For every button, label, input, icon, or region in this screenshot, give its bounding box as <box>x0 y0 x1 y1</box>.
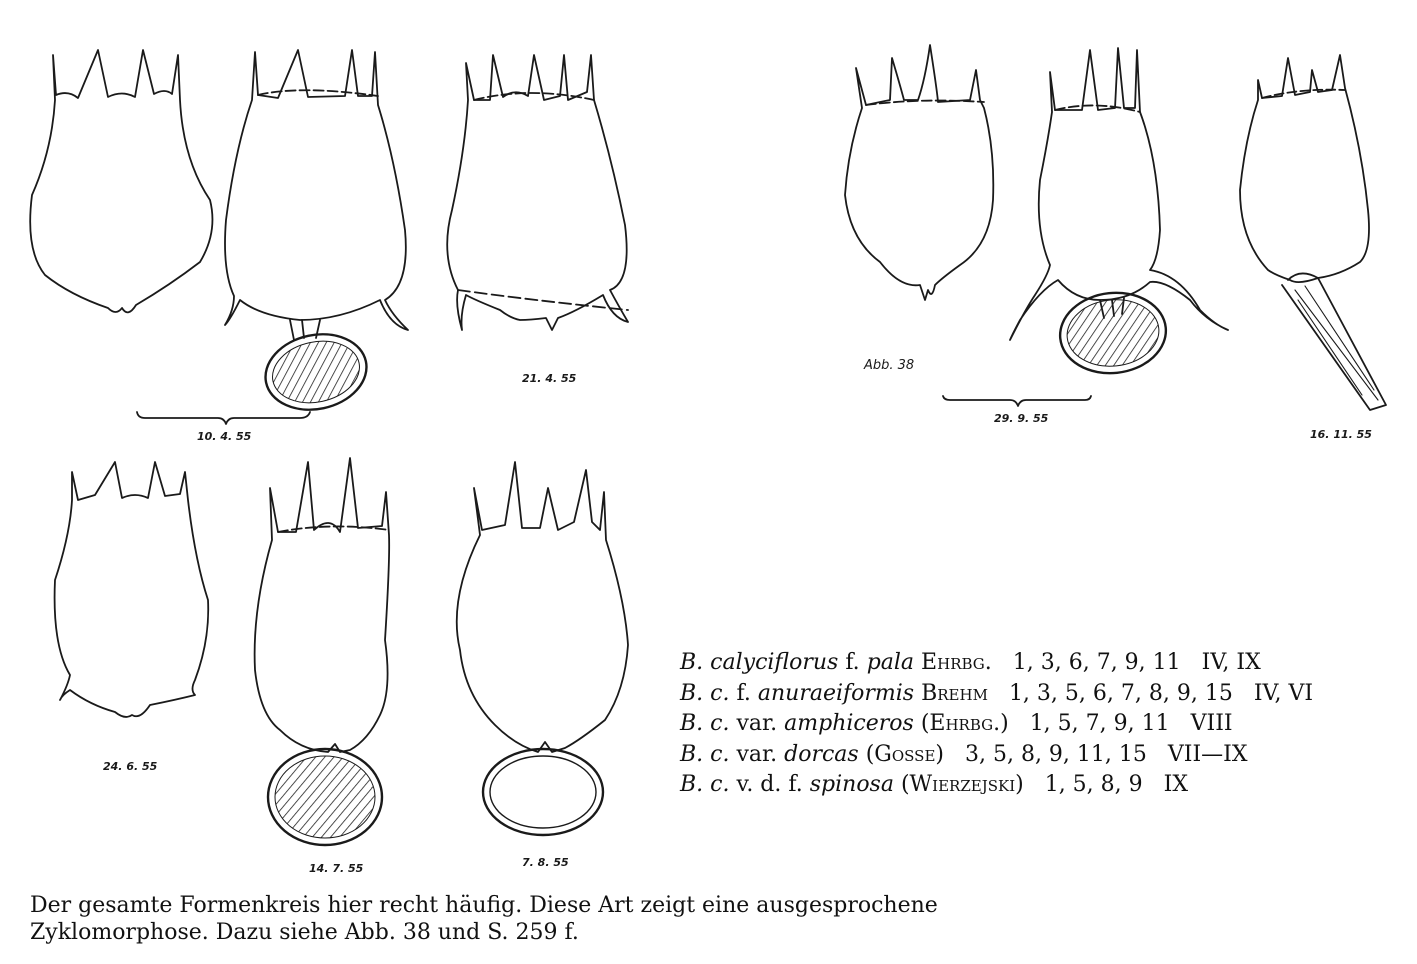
lorica-drawing-7 <box>55 462 209 717</box>
legend-row-2: B. c. f. anuraeiformis Brehm 1, 3, 5, 6, 7, 8, 9, 15 IV, VI <box>680 680 1314 706</box>
figure-number-label: Abb. 38 <box>864 358 915 373</box>
body-text-line-2: Zyklomorphose. Dazu siehe Abb. 38 und S. 259 f. <box>30 920 579 945</box>
lorica-drawing-9 <box>457 462 628 835</box>
date-label-10-4-55: 10. 4. 55 <box>197 430 252 443</box>
date-label-21-4-55: 21. 4. 55 <box>522 372 577 385</box>
lorica-drawing-1 <box>30 50 212 312</box>
lorica-drawing-4 <box>845 45 993 300</box>
lorica-drawing-3 <box>447 55 628 330</box>
date-label-14-7-55: 14. 7. 55 <box>309 862 364 875</box>
legend-row-3: B. c. var. amphiceros (Ehrbg.) 1, 5, 7, 9, 11 VIII <box>680 711 1233 736</box>
date-label-16-11-55: 16. 11. 55 <box>1310 428 1372 441</box>
bracket-10-4-55 <box>137 412 310 424</box>
body-text <box>30 892 1210 946</box>
lorica-drawing-6 <box>1240 55 1386 410</box>
legend-row-1: B. calyciflorus f. pala Ehrbg. 1, 3, 6, 7, 9, 11 IV, IX <box>680 650 1261 675</box>
date-label-24-6-55: 24. 6. 55 <box>103 760 158 773</box>
legend-row-4: B. c. var. dorcas (Gosse) 3, 5, 8, 9, 11, 15 VII—IX <box>680 741 1248 767</box>
lorica-drawing-2 <box>225 50 408 419</box>
species-legend <box>680 648 1313 801</box>
lorica-drawing-8 <box>255 458 390 845</box>
bracket-29-9-55 <box>943 396 1091 406</box>
date-label-7-8-55: 7. 8. 55 <box>522 856 569 869</box>
legend-row-5: B. c. v. d. f. spinosa (Wierzejski) 1, 5, 8, 9 IX <box>680 772 1188 797</box>
body-text-line-1: Der gesamte Formenkreis hier recht häufig. Diese Art zeigt eine ausgesprochene <box>30 893 938 918</box>
date-label-29-9-55: 29. 9. 55 <box>994 412 1049 425</box>
lorica-drawing-5 <box>1010 48 1228 378</box>
